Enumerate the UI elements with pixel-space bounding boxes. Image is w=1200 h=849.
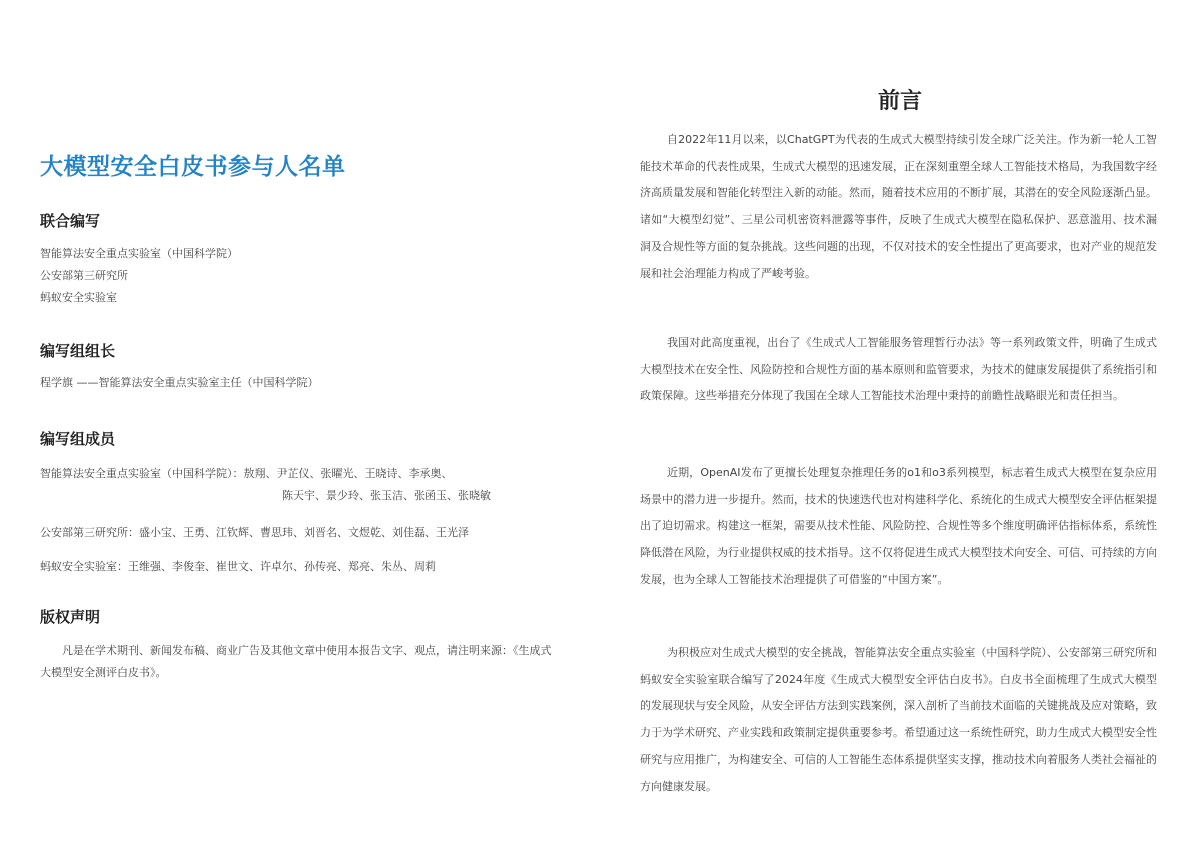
team-members-heading: 编写组成员 [40, 430, 116, 448]
team-leader-heading: 编写组组长 [40, 342, 116, 360]
members-group-3 [40, 558, 436, 574]
members-org-name: 智能算法安全重点实验室（中国科学院）： [40, 467, 244, 480]
joint-authors-heading: 联合编写 [40, 212, 101, 230]
members-names: 王维强、李俊奎、崔世文、许卓尔、孙传亮、郑亮、朱丛、周莉 [128, 560, 436, 573]
preface-paragraph: 自2022年11月以来，以ChatGPT为代表的生成式大模型持续引发全球广泛关注。作为新一轮人工智能技术革命的代表性成果，生成式大模型的迅速发展，正在深刻重塑全球人工智能技术格局，为我国数字经济高质量发展和智能化转型注入新的动能。然而，随着技术应用的不断扩展，其潜在的安全风险逐渐凸显。诸如“大模型幻觉”、三星公司机密资料泄露等事件，反映了生成式大模型在隐私保护、恶意滥用、技术漏洞及合规性等方面的复杂挑战。这些问题的出现，不仅对技术的安全性提出了更高要求，也对产业的规范发展和社会治理能力构成了严峻考验。 [640, 133, 1157, 280]
participants-title: 大模型安全白皮书参与人名单 [40, 154, 346, 180]
members-org-name: 蚂蚁安全实验室： [40, 560, 128, 573]
joint-org-item: 智能算法安全重点实验室（中国科学院） [40, 247, 238, 260]
members-org-name: 公安部第三研究所： [40, 526, 139, 539]
preface-title: 前言 [877, 89, 922, 114]
copyright-text: 凡是在学术期刊、新闻发布稿、商业广告及其他文章中使用本报告文字、观点，请注明来源：《生成式大模型安全测评白皮书》。 [40, 644, 552, 679]
right-page [600, 0, 1200, 849]
members-names: 陈天宇、景少玲、张玉洁、张函玉、张晓敏 [282, 489, 491, 502]
team-leader-line: 程学旗 ——智能算法安全重点实验室主任（中国科学院） [40, 376, 319, 389]
copyright-heading: 版权声明 [40, 608, 101, 626]
joint-org-item: 公安部第三研究所 [40, 269, 128, 282]
preface-paragraph: 我国对此高度重视，出台了《生成式人工智能服务管理暂行办法》等一系列政策文件，明确了生成式大模型技术在安全性、风险防控和合规性方面的基本原则和监管要求，为技术的健康发展提供了系统指引和政策保障。这些举措充分体现了我国在全球人工智能技术治理中秉持的前瞻性战略眼光和责任担当。 [640, 336, 1157, 403]
preface-paragraph: 为积极应对生成式大模型的安全挑战，智能算法安全重点实验室（中国科学院）、公安部第三研究所和蚂蚁安全实验室联合编写了2024年度《生成式大模型安全评估白皮书》。白皮书全面梳理了生成式大模型的发展现状与安全风险，从安全评估方法到实践案例，深入剖析了当前技术面临的关键挑战及应对策略，致力于为学术研究、产业实践和政策制定提供重要参考。希望通过这一系统性研究，助力生成式大模型安全性研究与应用推广，为构建安全、可信的人工智能生态体系提供坚实支撑，推动技术向着服务人类社会福祉的方向健康发展。 [640, 646, 1157, 793]
members-group-1 [40, 465, 453, 481]
members-names: 敖翔、尹芷仪、张曜光、王晓诗、李承奥、 [243, 467, 453, 480]
members-group-2 [40, 524, 469, 540]
joint-org-item: 蚂蚁安全实验室 [40, 291, 117, 304]
preface-paragraph: 近期，OpenAI发布了更擅长处理复杂推理任务的o1和o3系列模型，标志着生成式大模型在复杂应用场景中的潜力进一步提升。然而，技术的快速迭代也对构建科学化、系统化的生成式大模型安全评估框架提出了迫切需求。构建这一框架，需要从技术性能、风险防控、合规性等多个维度明确评估指标体系，系统性降低潜在风险，为行业提供权威的技术指导。这不仅将促进生成式大模型技术向安全、可信、可持续的方向发展，也为全球人工智能技术治理提供了可借鉴的“中国方案”。 [640, 466, 1157, 586]
members-names: 盛小宝、王勇、江钦辉、曹思玮、刘晋名、文煜乾、刘佳磊、王光泽 [139, 526, 469, 539]
